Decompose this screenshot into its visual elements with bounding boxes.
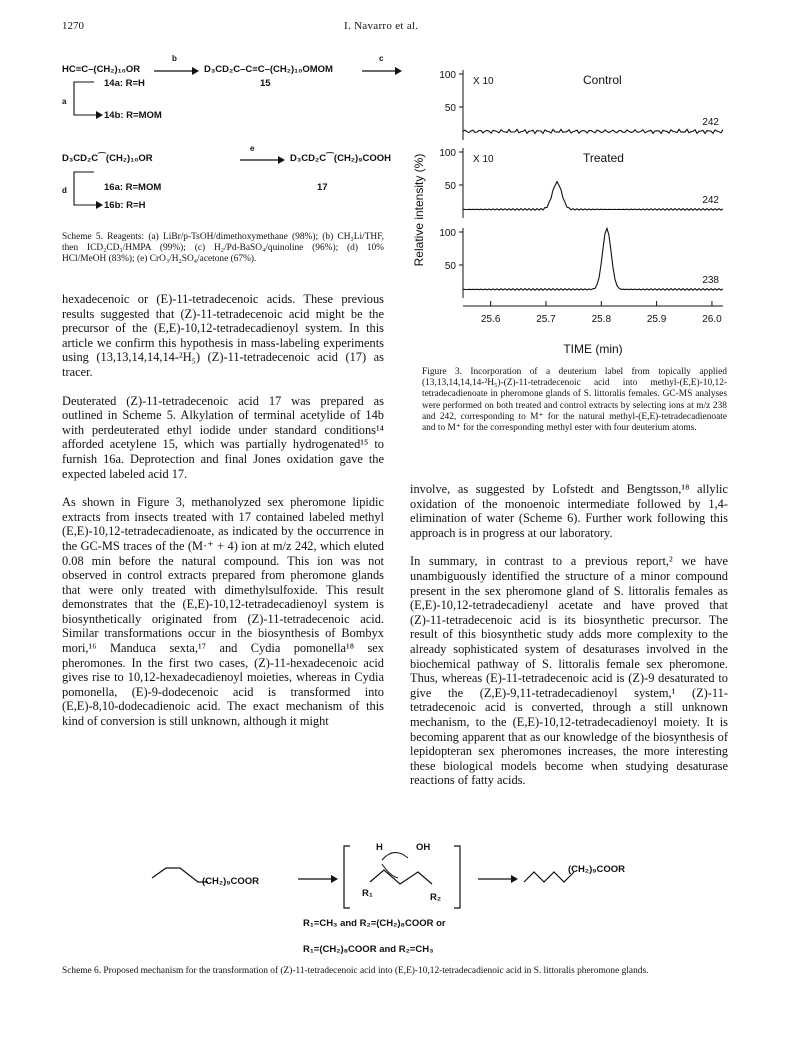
transition-state-icon [342,842,462,912]
trace-line [463,228,723,290]
branch-a-bracket-icon [66,80,106,120]
paragraph: hexadecenoic or (E)-11-tetradecenoic acids. These previous results suggested that (Z)-11-tetradecenoic acid might be the precursor of the (E,E)-10,12-tetradecadienoyl system. In this article we confirm this hypothesis in mass-labeling experiments using (13,13,14,14,14-²H₅) (Z)-11-tetradecenoic acid (17) as tracer. [62,292,384,379]
paragraph: As shown in Figure 3, methanolyzed sex pheromone lipidic extracts from insects treated with 17 contained labeled methyl (E,E)-10,12-tetradecadienoate, as indicated by the occurrence in the GC-MS traces of the (M·⁺ + 4) ion at m/z 242, which eluted 0.08 min before the natural compound. This ion was not observed in control extracts prepared from pheromone glands that were only treated with dimethylsulfoxide. This result demonstrates that the (E,E)-10,12-tetradecadienoyl system is biosynthetically originated from (Z)-11-tetradecenoic acid. Similar transformations occur in the biosynthesis of Bombyx mori,¹⁶ Manduca sexta,¹⁷ and Cydia pomonella¹⁸ sex pheromones. In the first two cases, (Z)-11-hexadecenoic acid gives rise to 10,12-hexadecadienoyl moieties, whereas in Cydia pomonella, (E)-9-dodecenoic acid is transformed into (E,E)-8,10-dodecadienoic acid. The exact mechanism of this kind of conversion is still unknown, although it might [62,495,384,729]
compound-15-label: 15 [260,78,271,89]
y-tick-label: 100 [439,148,456,159]
paragraph: In summary, in contrast to a previous report,² we have unambiguously identified the structure of a minor compound present in the sex pheromone gland of S. littoralis females as (E,E)-10,12-tetradecadienyl acetate and have proved that (Z)-11-tetradecenoic acid is its biosynthetic precursor. The result of this biosynthetic study adds more complexity to the already sophisticated system of desaturases involved in the biochemical pathway of S. littoralis female sex pheromone. Thus, whereas (E)-11-tetradecenoic acid is (Z)-9 desaturated to give the (Z,E)-9,11-tetradecadienoyl system,¹ (Z)-11-tetradecenoic acid is converted, through a still unknown mechanism, to the (E,E)-10,12-tetradecadienoyl moiety. It is becoming apparent that as our knowledge of the biosynthesis of lepidopteran sex pheromones increases, the more interesting these biological models become when studying desaturase reactions of fatty acids. [410,554,728,788]
y-tick-label: 100 [439,228,456,239]
y-tick-label: 100 [439,70,456,81]
y-tick-label: 50 [444,103,456,114]
arrow-label-b: b [172,54,177,63]
multiplier-label: X 10 [473,76,494,87]
arrow-b-icon [154,66,199,76]
scheme6-R2: R₂ [430,892,442,903]
compound-14b: 14b: R=MOM [104,110,162,121]
scheme6-right-label: (CH₂)₉COOR [568,864,626,875]
trace-line [463,129,723,133]
arrow-icon [478,874,518,884]
figure3-caption: Figure 3. Incorporation of a deuterium label from topically applied (13,13,14,14,14-²H₅)-(Z)-11-tetradecenoic acid into methyl-(E,E)-10,12-tetradecadienoate in pheromone glands of S. littoralis females. GC-MS analyses were performed on both treated and control extracts by selecting ions at m/z 238 and 242, corresponding to M⁺ for the natural methyl-(E,E)-tetradecadienoate and to M⁺ for the corresponding methyl ester with four deuterium atoms. [422,367,727,434]
x-tick-label: 25.8 [591,314,612,325]
arrow-label-d: d [62,186,67,195]
panel-title: Control [583,73,622,87]
y-tick-label: 50 [444,181,456,192]
compound-17-label: 17 [317,182,328,193]
ion-label: 242 [702,195,719,206]
y-axis-label: Relative intensity (%) [412,153,426,267]
multiplier-label: X 10 [473,154,494,165]
arrow-label-c: c [379,54,384,63]
branch-d-bracket-icon [66,170,106,210]
arrow-e-icon [240,155,285,165]
x-axis-label: TIME (min) [563,342,623,356]
paragraph: involve, as suggested by Lofstedt and Bengtsson,¹⁸ allylic oxidation of the monoenoic intermediate followed by 1,4-elimination of water (Scheme 6). Further work following this approach is in progress at our laboratory. [410,482,728,540]
scheme6-condition-2: R₁=(CH₂)₈COOR and R₂=CH₃ [303,944,434,955]
arrow-label-a: a [62,97,67,106]
scheme-5 [62,54,402,230]
compound-16a: 16a: R=MOM [104,182,162,193]
x-tick-label: 26.0 [702,314,722,325]
alkene-chain-icon [150,860,210,890]
scheme6-H: H [376,842,383,853]
arrow-c-icon [362,66,402,76]
figure-3-chart [405,60,730,360]
scheme6-caption: Scheme 6. Proposed mechanism for the transformation of (Z)-11-tetradecenoic acid into (E,E)-10,12-tetradecadienoic acid in S. littoralis pheromone glands. [62,966,649,976]
scheme6-OH: OH [416,842,431,853]
running-header: I. Navarro et al. [344,20,419,32]
scheme6-R1: R₁ [362,888,373,899]
compound-16b: 16b: R=H [104,200,146,211]
y-tick-label: 50 [444,261,456,272]
ion-label: 238 [702,275,719,286]
arrow-label-e: e [250,144,255,153]
compound-16: D₃CD₂C⁀(CH₂)₁₀OR [62,153,153,164]
scheme6-condition-1: R₁=CH₃ and R₂=(CH₂)₈COOR or [303,918,446,929]
scheme6-left-label: (CH₂)₉COOR [202,876,260,887]
x-tick-label: 25.6 [480,314,501,325]
right-column [410,482,728,788]
scheme5-caption: Scheme 5. Reagents: (a) LiBr/p-TsOH/dimethoxymethane (98%); (b) CH₃Li/THF, then ICD₂CD₃/HMPA (99%); (c) H₂/Pd-BaSO₄/quinoline (96%); (d) 10% HCl/MeOH (83%); (e) CrO₃/H₂SO₄/acetone (67%). [62,232,384,265]
paragraph: Deuterated (Z)-11-tetradecenoic acid 17 was prepared as outlined in Scheme 5. Alkylation of terminal acetylide of 14b with perdeuterated ethyl iodide under standard conditions¹⁴ afforded acetylene 15, which was partially hydrogenated¹⁵ to furnish 16a. Deprotection and final Jones oxidation gave the expected labeled acid 17. [62,393,384,481]
x-tick-label: 25.9 [646,314,667,325]
trace-line [463,182,723,211]
panel-title: Treated [583,151,624,165]
left-column [62,292,384,729]
scheme5-intermediate-15: D₃CD₂C–C≡C–(CH₂)₁₀OMOM [204,64,333,75]
x-tick-label: 25.7 [536,314,556,325]
page-number: 1270 [62,20,84,32]
arrow-icon [298,874,338,884]
compound-14a: 14a: R=H [104,78,145,89]
compound-17: D₃CD₂C⁀(CH₂)₉COOH [290,153,391,164]
scheme5-reactant: HC≡C–(CH₂)₁₀OR [62,64,141,75]
ion-label: 242 [702,117,719,128]
